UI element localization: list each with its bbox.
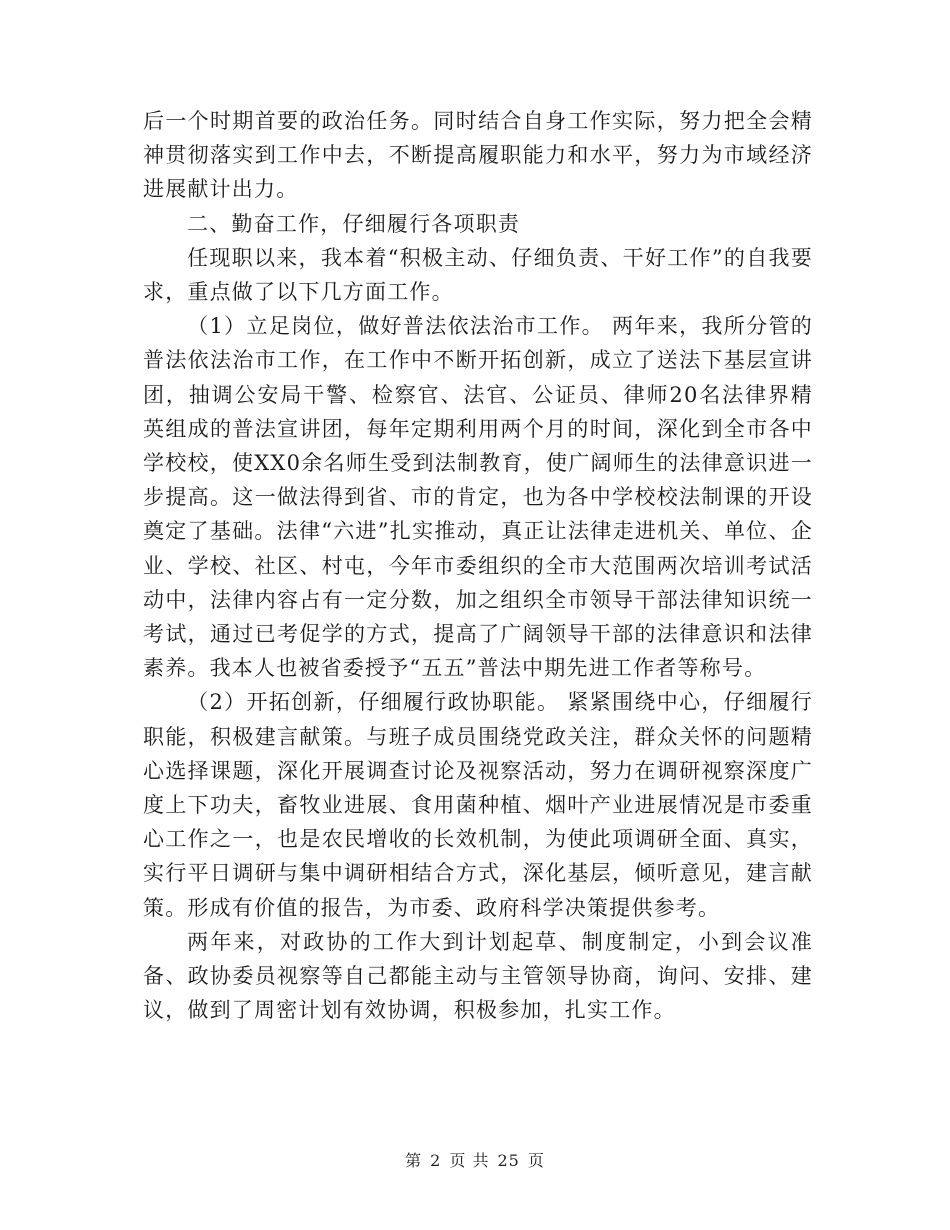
footer-prefix: 第: [405, 1151, 423, 1170]
paragraph-intro: 任现职以来，我本着“积极主动、仔细负责、干好工作”的自我要求，重点做了以下几方面工作。: [143, 245, 813, 305]
footer-total-pages: 25: [497, 1151, 520, 1170]
paragraph-item-1: （1）立足岗位，做好普法依法治市工作。 两年来，我所分管的普法依法治市工作，在工作中不断开拓创新，成立了送法下基层宣讲团，抽调公安局干警、检察官、法官、公证员、律师20名法律界精英组成的普法宣讲团，每年定期利用两个月的时间，深化到全市各中学校校，使XX0余名师生受到法制教育，使广阔师生的法律意识进一步提高。这一做法得到省、市的肯定，也为各中学校校法制课的开设奠定了基础。法律“六进”扎实推动，真正让法律走进机关、单位、企业、学校、社区、村屯，今年市委组织的全市大范围两次培训考试活动中，法律内容占有一定分数，加之组织全市领导干部法律知识统一考试，通过已考促学的方式，提高了广阔领导干部的法律意识和法律素养。我本人也被省委授予“五五”普法中期先进工作者等称号。: [143, 314, 813, 681]
footer-suffix: 页: [527, 1151, 545, 1170]
paragraph-summary: 两年来，对政协的工作大到计划起草、制度制定，小到会议准备、政协委员视察等自己都能主动与主管领导协商，询问、安排、建议，做到了周密计划有效协调，积极参加，扎实工作。: [143, 929, 813, 1023]
section-heading: 二、勤奋工作，仔细履行各项职责: [187, 211, 521, 236]
footer-page-number: 2: [430, 1151, 442, 1170]
page-footer: [0, 1148, 950, 1171]
paragraph-item-2: （2）开拓创新，仔细履行政协职能。 紧紧围绕中心，仔细履行职能，积极建言献策。与班子成员围绕党政关注，群众关怀的问题精心选择课题，深化开展调查讨论及视察活动，努力在调研视察深度广度上下功夫，畜牧业进展、食用菌种植、烟叶产业进展情况是市委重心工作之一，也是农民增收的长效机制，为使此项调研全面、真实，实行平日调研与集中调研相结合方式，深化基层，倾听意见，建言献策。形成有价值的报告，为市委、政府科学决策提供参考。: [143, 690, 813, 920]
paragraph-continuation: 后一个时期首要的政治任务。同时结合自身工作实际，努力把全会精神贯彻落实到工作中去，不断提高履职能力和水平，努力为市域经济进展献计出力。: [143, 109, 813, 202]
document-body: [143, 104, 813, 1027]
footer-middle: 页 共: [449, 1151, 490, 1170]
